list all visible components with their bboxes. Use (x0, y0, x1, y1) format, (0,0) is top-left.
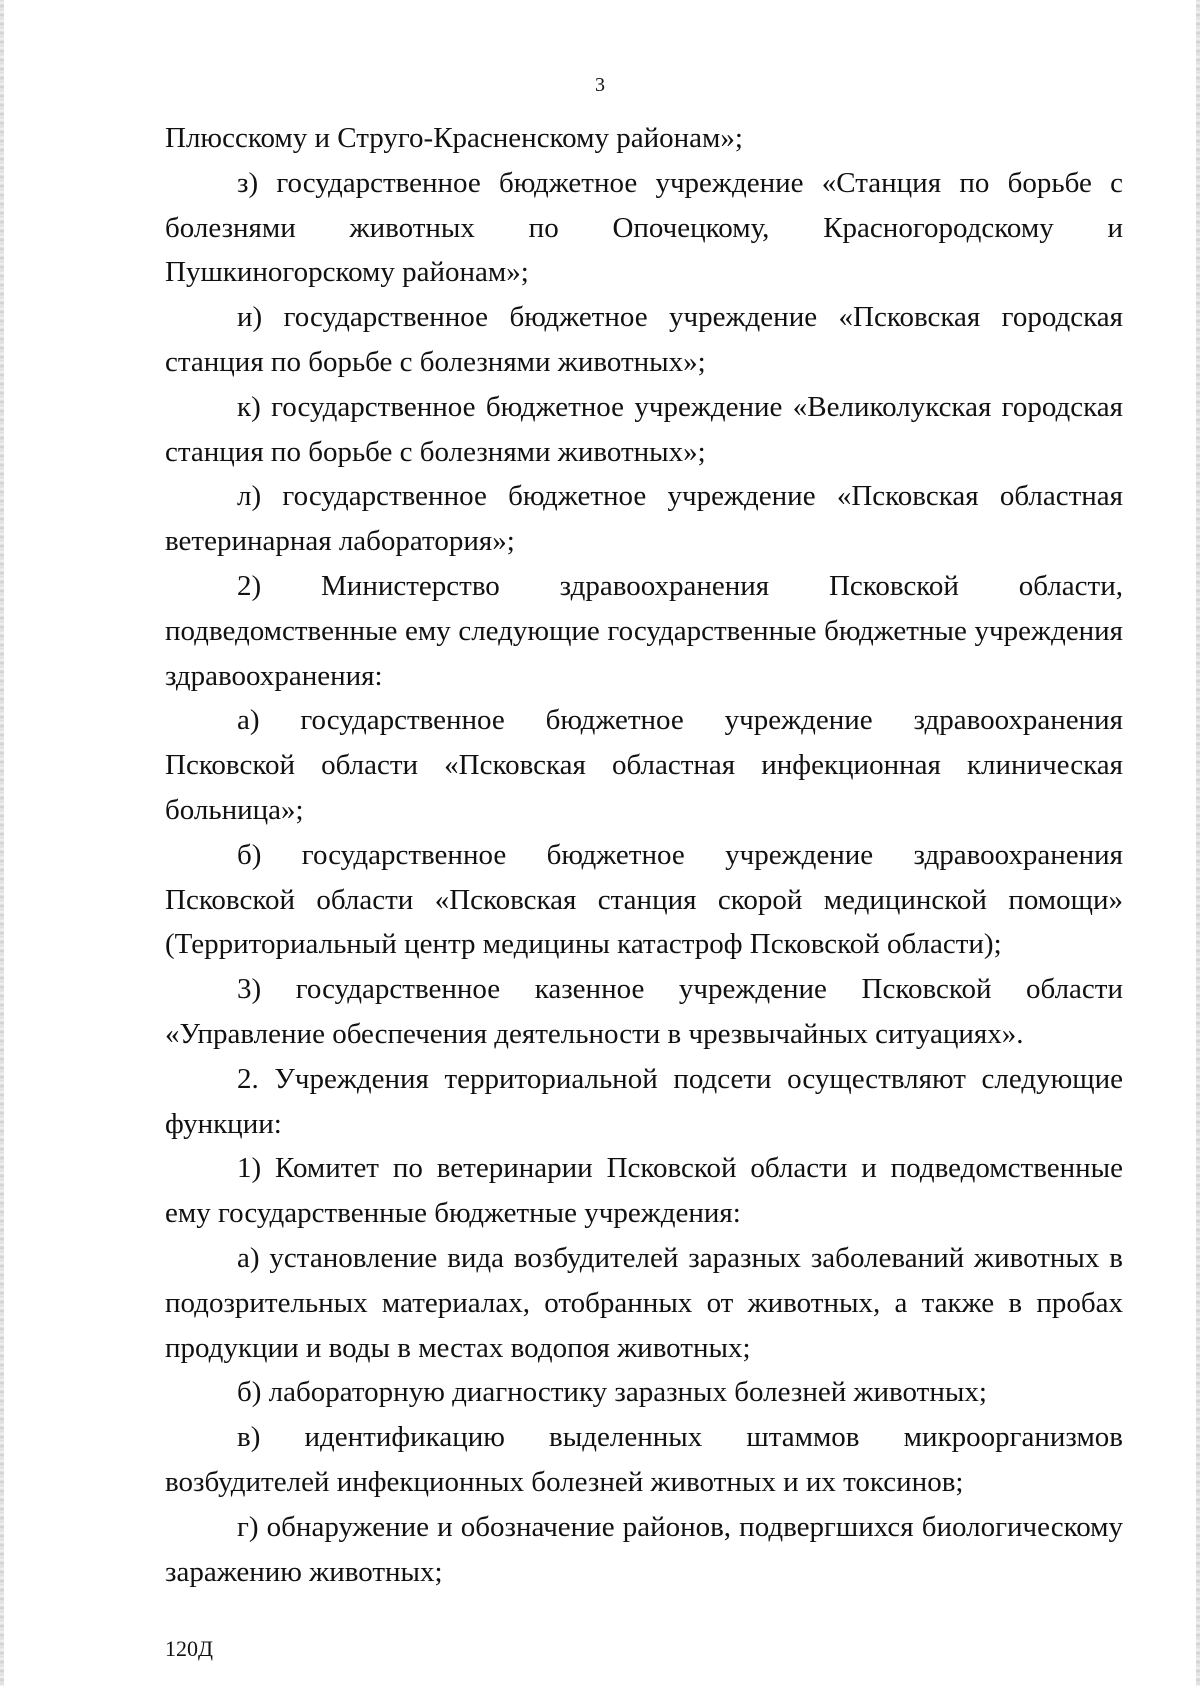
paragraph-4: к) государственное бюджетное учреждение «Великолукская городская станция по борьбе с болезнями животных»; (165, 390, 1123, 468)
paragraph-2: з) государственное бюджетное учреждение «Станция по борьбе с болезнями животных по Опочецкому, Красногородскому и Пушкиногорскому районам»; (165, 166, 1123, 289)
paragraph-13: б) лабораторную диагностику заразных болезней животных; (237, 1376, 987, 1409)
document-body (165, 116, 1123, 1594)
paragraph-12: а) установление вида возбудителей заразных заболеваний животных в подозрительных материалах, отобранных от животных, а также в пробах продукции и воды в местах водопоя животных; (165, 1241, 1123, 1364)
scan-edge-right (1196, 0, 1200, 1686)
paragraph-3: и) государственное бюджетное учреждение «Псковская городская станция по борьбе с болезнями животных»; (165, 301, 1123, 378)
paragraph-1: Плюсскому и Струго-Красненскому районам»; (165, 122, 743, 154)
paragraph-7: а) государственное бюджетное учреждение здравоохранения Псковской области «Псковская областная инфекционная клиническая больница»; (165, 704, 1123, 826)
footer-document-code: 120Д (165, 1636, 214, 1661)
paragraph-15: г) обнаружение и обозначение районов, подвергшихся биологическому заражению животных; (165, 1510, 1123, 1588)
paragraph-8: б) государственное бюджетное учреждение здравоохранения Псковской области «Псковская станция скорой медицинской помощи» (Территориальный центр медицины катастроф Псковской области); (165, 838, 1123, 961)
paragraph-6: 2) Министерство здравоохранения Псковской области, подведомственные ему следующие государственные бюджетные учреждения здравоохранения: (165, 569, 1123, 692)
scan-edge-left (0, 0, 4, 1686)
paragraph-5: л) государственное бюджетное учреждение «Псковская областная ветеринарная лаборатория»; (165, 480, 1123, 558)
page-number: 3 (595, 74, 605, 96)
paragraph-10: 2. Учреждения территориальной подсети осуществляют следующие функции: (165, 1062, 1123, 1140)
paragraph-11: 1) Комитет по ветеринарии Псковской области и подведомственные ему государственные бюджетные учреждения: (165, 1152, 1123, 1230)
paragraph-14: в) идентификацию выделенных штаммов микроорганизмов возбудителей инфекционных болезней животных и их токсинов; (165, 1421, 1123, 1498)
paragraph-9: 3) государственное казенное учреждение Псковской области «Управление обеспечения деятельности в чрезвычайных ситуациях». (165, 973, 1123, 1050)
